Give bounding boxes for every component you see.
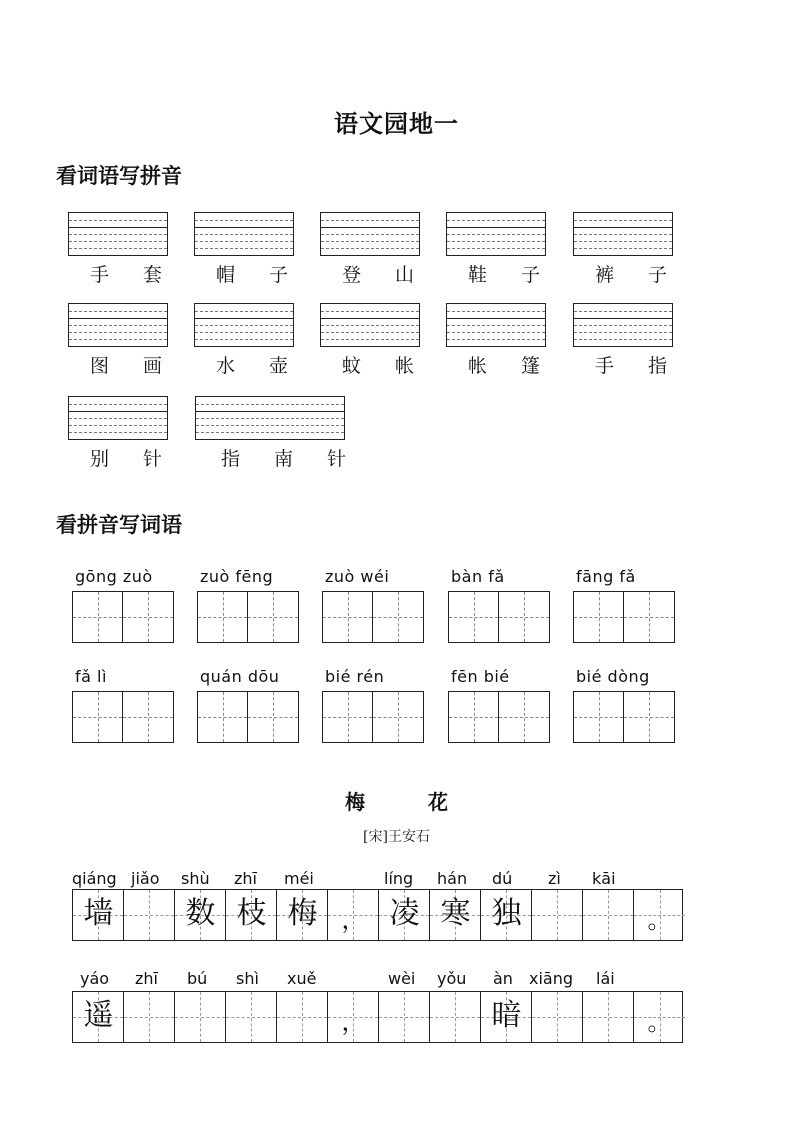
poem-author: [宋]王安石 — [363, 829, 430, 845]
poem-character: 数 — [185, 896, 216, 931]
character-writing-grid[interactable] — [448, 591, 550, 643]
character-writing-grid[interactable] — [197, 591, 299, 643]
poem-cell[interactable] — [532, 992, 583, 1042]
vocabulary-word: 指 南 针 — [221, 448, 361, 470]
poem-cell[interactable] — [175, 992, 226, 1042]
character-writing-grid[interactable] — [322, 591, 424, 643]
character-cell[interactable] — [198, 592, 248, 642]
poem-cell[interactable] — [634, 992, 685, 1042]
character-cell[interactable] — [373, 692, 423, 742]
poem-pinyin: qiáng — [72, 869, 117, 888]
poem-cell[interactable] — [124, 992, 175, 1042]
pinyin-writing-box[interactable] — [320, 303, 420, 347]
poem-pinyin: zhī — [135, 969, 158, 988]
poem-pinyin: xuě — [287, 969, 317, 988]
poem-character: 暗 — [491, 998, 522, 1033]
poem-pinyin: lái — [596, 969, 615, 988]
character-writing-grid[interactable] — [573, 691, 675, 743]
poem-cell[interactable] — [73, 992, 124, 1042]
poem-cell[interactable] — [430, 992, 481, 1042]
pinyin-writing-box[interactable] — [573, 212, 673, 256]
pinyin-prompt: fāng fǎ — [576, 567, 636, 586]
poem-cell[interactable] — [481, 992, 532, 1042]
pinyin-prompt: quán dōu — [200, 667, 280, 686]
pinyin-writing-box[interactable] — [446, 212, 546, 256]
poem-cell[interactable] — [328, 992, 379, 1042]
character-writing-grid[interactable] — [573, 591, 675, 643]
character-cell[interactable] — [574, 692, 624, 742]
poem-pinyin: zì — [548, 869, 561, 888]
poem-cell[interactable] — [634, 890, 685, 940]
vocabulary-word: 帐 篷 — [468, 355, 555, 377]
vocabulary-word: 图 画 — [90, 355, 177, 377]
poem-cell[interactable] — [277, 992, 328, 1042]
poem-cell[interactable] — [277, 890, 328, 940]
character-writing-grid[interactable] — [448, 691, 550, 743]
poem-pinyin: bú — [187, 969, 208, 988]
poem-character: 独 — [491, 896, 522, 931]
poem-pinyin: líng — [384, 869, 414, 888]
poem-pinyin: shì — [236, 969, 259, 988]
character-cell[interactable] — [624, 692, 674, 742]
character-cell[interactable] — [123, 692, 173, 742]
page-title: 语文园地一 — [334, 110, 459, 138]
punctuation-mark: 。 — [647, 906, 672, 934]
poem-cell[interactable] — [583, 992, 634, 1042]
pinyin-prompt: fǎ lì — [75, 667, 107, 686]
character-cell[interactable] — [73, 692, 123, 742]
poem-pinyin: jiǎo — [131, 869, 160, 888]
vocabulary-word: 手 指 — [595, 355, 682, 377]
poem-pinyin: méi — [284, 869, 314, 888]
pinyin-writing-box[interactable] — [573, 303, 673, 347]
poem-cell[interactable] — [328, 890, 379, 940]
character-cell[interactable] — [248, 592, 298, 642]
poem-character: 寒 — [440, 896, 471, 931]
pinyin-writing-box[interactable] — [68, 212, 168, 256]
character-cell[interactable] — [574, 592, 624, 642]
character-cell[interactable] — [248, 692, 298, 742]
pinyin-prompt: bàn fǎ — [451, 567, 505, 586]
poem-cell[interactable] — [124, 890, 175, 940]
character-cell[interactable] — [624, 592, 674, 642]
poem-character: 墙 — [83, 896, 114, 931]
poem-cell[interactable] — [73, 890, 124, 940]
poem-cell[interactable] — [481, 890, 532, 940]
vocabulary-word: 裤 子 — [595, 264, 682, 286]
poem-pinyin: wèi — [388, 969, 416, 988]
poem-pinyin: yáo — [80, 969, 110, 988]
poem-pinyin: àn — [493, 969, 513, 988]
poem-pinyin: hán — [437, 869, 468, 888]
vocabulary-word: 别 针 — [90, 448, 177, 470]
pinyin-prompt: zuò fēng — [200, 567, 274, 586]
pinyin-writing-box[interactable] — [320, 212, 420, 256]
poem-cell[interactable] — [532, 890, 583, 940]
poem-cell[interactable] — [226, 890, 277, 940]
poem-pinyin: xiāng — [529, 969, 574, 988]
pinyin-writing-box[interactable] — [195, 396, 345, 440]
poem-cell[interactable] — [379, 992, 430, 1042]
vocabulary-word: 帽 子 — [216, 264, 303, 286]
poem-cell[interactable] — [430, 890, 481, 940]
character-writing-grid[interactable] — [72, 691, 174, 743]
pinyin-writing-box[interactable] — [194, 303, 294, 347]
poem-line-1-grid — [72, 889, 683, 941]
poem-cell[interactable] — [226, 992, 277, 1042]
pinyin-writing-box[interactable] — [68, 303, 168, 347]
punctuation-mark: 。 — [647, 1008, 672, 1036]
character-cell[interactable] — [198, 692, 248, 742]
character-cell[interactable] — [499, 692, 549, 742]
character-cell[interactable] — [499, 592, 549, 642]
vocabulary-word: 鞋 子 — [468, 264, 555, 286]
section-heading-pinyin-to-words: 看拼音写词语 — [56, 513, 182, 537]
poem-title: 梅 花 — [345, 790, 476, 814]
character-cell[interactable] — [373, 592, 423, 642]
character-writing-grid[interactable] — [197, 691, 299, 743]
pinyin-prompt: gōng zuò — [75, 567, 153, 586]
poem-character: 凌 — [389, 896, 420, 931]
character-cell[interactable] — [323, 692, 373, 742]
poem-character: 遥 — [83, 998, 114, 1033]
poem-cell[interactable] — [583, 890, 634, 940]
poem-character: 枝 — [236, 896, 267, 931]
poem-pinyin: shù — [181, 869, 210, 888]
character-cell[interactable] — [323, 592, 373, 642]
pinyin-prompt: fēn bié — [451, 667, 510, 686]
vocabulary-word: 蚊 帐 — [342, 355, 429, 377]
poem-line-2-grid — [72, 991, 683, 1043]
character-cell[interactable] — [449, 592, 499, 642]
character-cell[interactable] — [123, 592, 173, 642]
vocabulary-word: 手 套 — [90, 264, 177, 286]
pinyin-prompt: bié rén — [325, 667, 385, 686]
punctuation-mark: ， — [341, 906, 366, 934]
poem-cell[interactable] — [379, 890, 430, 940]
poem-cell[interactable] — [175, 890, 226, 940]
vocabulary-word: 登 山 — [342, 264, 429, 286]
pinyin-writing-box[interactable] — [194, 212, 294, 256]
pinyin-prompt: bié dòng — [576, 667, 650, 686]
pinyin-prompt: zuò wéi — [325, 567, 390, 586]
character-writing-grid[interactable] — [72, 591, 174, 643]
character-cell[interactable] — [449, 692, 499, 742]
character-cell[interactable] — [73, 592, 123, 642]
section-heading-words-to-pinyin: 看词语写拼音 — [56, 164, 182, 188]
poem-pinyin: dú — [492, 869, 513, 888]
character-writing-grid[interactable] — [322, 691, 424, 743]
punctuation-mark: ， — [341, 1008, 366, 1036]
poem-character: 梅 — [287, 896, 318, 931]
poem-pinyin: kāi — [592, 869, 616, 888]
poem-pinyin: zhī — [234, 869, 257, 888]
vocabulary-word: 水 壶 — [216, 355, 303, 377]
poem-pinyin: yǒu — [437, 969, 467, 988]
pinyin-writing-box[interactable] — [446, 303, 546, 347]
pinyin-writing-box[interactable] — [68, 396, 168, 440]
